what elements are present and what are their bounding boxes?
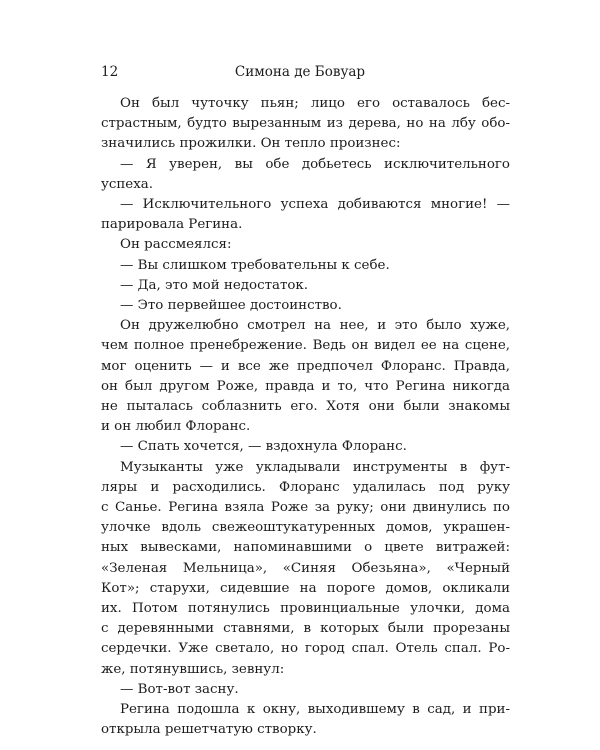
text-line: Он рассмеялся: bbox=[120, 237, 232, 253]
text-line: сердечки. Уже светало, но город спал. Отель спал. Ро- bbox=[101, 641, 510, 657]
text-line: Кот»; старухи, сидевшие на пороге домов, окликали bbox=[101, 580, 510, 596]
text-line: — Спать хочется, — вздохнула Флоранс. bbox=[120, 439, 407, 455]
text-line: не пыталась соблазнить его. Хотя они были знакомы bbox=[101, 399, 510, 414]
text-line: — Исключительного успеха добиваются многие! — bbox=[120, 197, 510, 212]
text-line: с Санье. Регина взяла Роже за руку; они двинулись по bbox=[101, 500, 510, 515]
text-line: открыла решетчатую створку. bbox=[101, 722, 317, 738]
text-line: успеха. bbox=[101, 176, 154, 192]
running-header bbox=[0, 64, 600, 84]
text-line: Он был чуточку пьян; лицо его оставалось бес- bbox=[120, 96, 510, 111]
text-line: мог оценить — и все же предпочел Флоранс. Правда, bbox=[101, 358, 510, 374]
text-line: ных вывесками, напоминавшими о цвете витражей: bbox=[101, 540, 510, 556]
text-line: «Зеленая Мельница», «Синяя Обезьяна», «Черный bbox=[101, 560, 510, 576]
text-line: улочке вдоль свежеоштукатуренных домов, украшен- bbox=[101, 520, 510, 536]
text-line: — Это первейшее достоинство. bbox=[120, 298, 342, 313]
running-title: Симона де Бовуар bbox=[234, 64, 366, 80]
text-line: чем полное пренебрежение. Ведь он видел ее на сцене, bbox=[101, 338, 510, 354]
text-line: — Вы слишком требовательны к себе. bbox=[120, 257, 390, 273]
text-line: Регина подошла к окну, выходившему в сад, и при- bbox=[120, 702, 510, 717]
text-line: — Я уверен, вы обе добьетесь исключительного bbox=[120, 156, 510, 172]
text-line: Он дружелюбно смотрел на нее, и это было хуже, bbox=[120, 318, 510, 334]
text-line: он был другом Роже, правда и то, что Регина никогда bbox=[101, 378, 510, 394]
text-line: же, потянувшись, зевнул: bbox=[101, 661, 285, 677]
text-line: — Вот-вот засну. bbox=[120, 681, 239, 697]
text-line: ляры и расходились. Флоранс удалилась под руку bbox=[101, 479, 510, 495]
text-line: парировала Регина. bbox=[101, 217, 243, 233]
text-line: и он любил Флоранс. bbox=[101, 419, 251, 435]
text-line: страстным, будто вырезанным из дерева, но на лбу обо- bbox=[101, 116, 510, 132]
text-line: с деревянными ставнями, в которых были прорезаны bbox=[101, 621, 510, 637]
text-line: их. Потом потянулись провинциальные улочки, дома bbox=[101, 601, 510, 616]
text-line: — Да, это мой недостаток. bbox=[120, 277, 309, 293]
page-number: 12 bbox=[101, 64, 119, 80]
text-line: значились прожилки. Он тепло произнес: bbox=[101, 136, 401, 152]
text-line: Музыканты уже укладывали инструменты в фут- bbox=[120, 459, 510, 475]
